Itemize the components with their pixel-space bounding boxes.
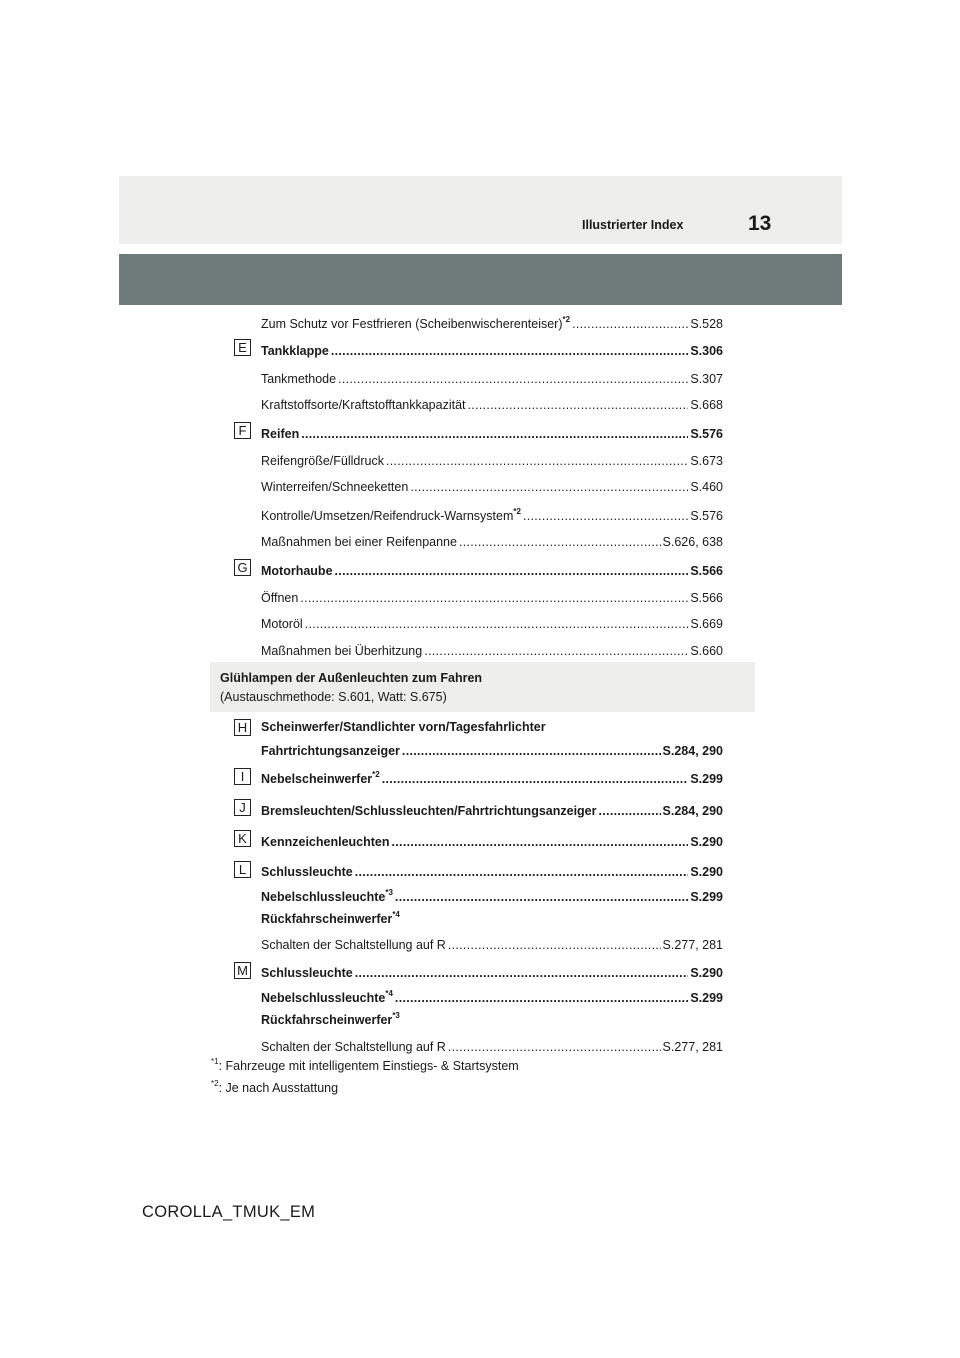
index-row: Kontrolle/Umsetzen/Reifendruck-Warnsystem$^{*2}$ ..... S.576 (261, 503, 723, 523)
index-row: Schalten der Schaltstellung auf R ..... S.277, 281 (261, 932, 723, 952)
footnote: $^{*1}$: Fahrzeuge mit intelligentem Einstiegs- & Startsystem (211, 1057, 519, 1073)
index-row: Kraftstoffsorte/Kraftstofftankkapazität ..... S.668 (261, 392, 723, 412)
page-number: 13 (748, 212, 772, 235)
index-row: Maßnahmen bei einer Reifenpanne ..... S.626, 638 (261, 529, 723, 549)
bulb-section-subtitle: (Austauschmethode: S.601, Watt: S.675) (220, 690, 447, 704)
index-row: Motoröl ..... S.669 (261, 611, 723, 631)
index-row-line: Rückfahrscheinwerfer$^{*3}$ (261, 1011, 400, 1027)
callout-letter-h: H (234, 719, 251, 736)
index-row: Fahrtrichtungsanzeiger ..... S.284, 290 (261, 738, 723, 758)
callout-letter-m: M (234, 962, 251, 979)
index-row: Winterreifen/Schneeketten ..... S.460 (261, 474, 723, 494)
index-row-line: Scheinwerfer/Standlichter vorn/Tagesfahrlichter (261, 720, 546, 734)
index-row: Reifen ..... S.576 (261, 421, 723, 441)
bulb-section-title: Glühlampen der Außenleuchten zum Fahren (220, 671, 483, 685)
index-row: Zum Schutz vor Festfrieren (Scheibenwischerenteiser)$^{*2}$ ..... S.528 (261, 311, 723, 331)
header-top-band (119, 176, 842, 244)
header-band (119, 254, 842, 305)
index-row: Motorhaube ..... S.566 (261, 558, 723, 578)
callout-letter-g: G (234, 559, 251, 576)
index-row: Maßnahmen bei Überhitzung ..... S.660 (261, 638, 723, 658)
index-row: Tankklappe ..... S.306 (261, 338, 723, 358)
bulb-section-box (210, 662, 755, 712)
index-row: Reifengröße/Fülldruck ..... S.673 (261, 448, 723, 468)
index-row: Öffnen ..... S.566 (261, 585, 723, 605)
callout-letter-f: F (234, 422, 251, 439)
index-row: Schlussleuchte ..... S.290 (261, 960, 723, 980)
index-row: Nebelschlussleuchte$^{*3}$ ..... S.299 (261, 884, 723, 904)
index-row: Nebelscheinwerfer$^{*2}$ ..... S.299 (261, 766, 723, 786)
index-row: Schalten der Schaltstellung auf R ..... S.277, 281 (261, 1034, 723, 1054)
callout-letter-i: I (234, 768, 251, 785)
callout-letter-j: J (234, 799, 251, 816)
index-row: Kennzeichenleuchten ..... S.290 (261, 829, 723, 849)
document-id: COROLLA_TMUK_EM (142, 1203, 316, 1221)
callout-letter-e: E (234, 339, 251, 356)
index-row: Bremsleuchten/Schlussleuchten/Fahrtrichtungsanzeiger ..... S.284, 290 (261, 798, 723, 818)
callout-letter-l: L (234, 861, 251, 878)
footnote: $^{*2}$: Je nach Ausstattung (211, 1079, 339, 1095)
callout-letter-k: K (234, 830, 251, 847)
index-row: Tankmethode ..... S.307 (261, 366, 723, 386)
header-title: Illustrierter Index (582, 218, 684, 232)
index-row-line: Rückfahrscheinwerfer$^{*4}$ (261, 910, 400, 926)
index-row: Nebelschlussleuchte$^{*4}$ ..... S.299 (261, 985, 723, 1005)
index-row: Schlussleuchte ..... S.290 (261, 859, 723, 879)
